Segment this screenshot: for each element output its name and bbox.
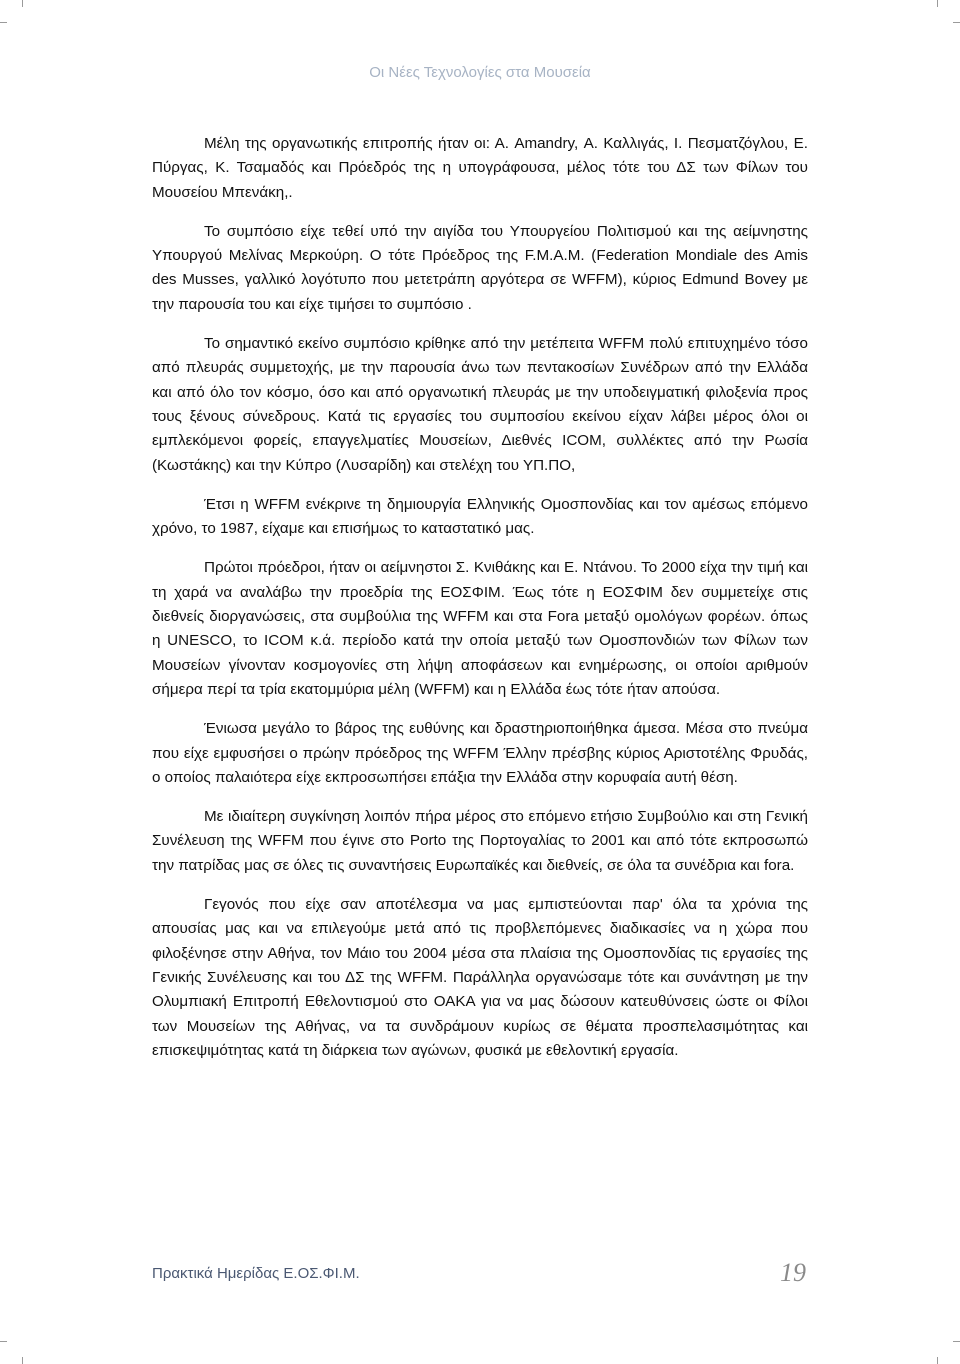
paragraph: Γεγονός που είχε σαν αποτέλεσμα να μας εμπιστεύονται παρ' όλα τα χρόνια της απουσίας μας και να επιλεγούμε μετά από τις προβλεπόμενες διαδικασίες να η χώρα που φιλοξένησε στην Αθήνα, τον Μάιο του 2004 μέσα στα πλαίσια της Ομοσπονδίας τις εργασίες της Γενικής Συνέλευσης και του ΔΣ της WFFM. Παράλληλα οργανώσαμε τότε και συνάντηση με την Ολυμπιακή Επιτροπή Εθελοντισμού στο ΟΑΚΑ για να μας δώσουν κατευθύνσεις ώστε οι Φίλοι των Μουσείων της Αθήνας, να τα συνδράμουν κυρίως σε θέματα προσπελασιμότητας και επισκεψιμότητας κατά τη διάρκεια των αγώνων, φυσικά με εθελοντική εργασία. (152, 896, 808, 1059)
crop-mark (0, 1341, 7, 1342)
paragraph: Με ιδιαίτερη συγκίνηση λοιπόν πήρα μέρος στο επόμενο ετήσιο Συμβούλιο και στη Γενική Συνέλευση της WFFM που έγινε στο Porto της Πορτογαλίας το 2001 και από τότε εκπροσωπώ την πατρίδας μας σε όλες τις συναντήσεις Ευρωπαϊκές και διεθνείς, σε όλα τα συνέδρια και fora. (152, 808, 808, 874)
page-number: 19 (780, 1258, 806, 1287)
paragraph: Το συμπόσιο είχε τεθεί υπό την αιγίδα του Υπουργείου Πολιτισμού και της αείμνηστης Υπουργού Μελίνας Μερκούρη. Ο τότε Πρόεδρος της F.M.A.M. (Federation Mondiale des Amis des Musses, γαλλικό λογότυπο που μετετράπη αργότερα σε WFFM), κύριος Edmund Bovey με την παρουσία του και είχε τιμήσει το συμπόσιο . (152, 222, 808, 313)
crop-mark (0, 22, 7, 23)
footer-title: Πρακτικά Ημερίδας Ε.ΟΣ.ΦΙ.Μ. (152, 1265, 360, 1282)
crop-mark (953, 22, 960, 23)
paragraph: Έτσι η WFFM ενέκρινε τη δημιουργία Ελληνικής Ομοσπονδίας και τον αμέσως επόμενο χρόνο, το 1987, είχαμε και επισήμως το καταστατικό μας. (152, 495, 808, 538)
paragraph: Πρώτοι πρόεδροι, ήταν οι αείμνηστοι Σ. Κνιθάκης και Ε. Ντάνου. Το 2000 είχα την τιμή και τη χαρά να αναλάβω την προεδρία της ΕΟΣΦΙΜ. Έως τότε η ΕΟΣΦΙΜ δεν συμμετείχε στις διεθνείς διοργανώσεις, στα συμβούλια της WFFM και στα Fora μεταξύ ομολόγων φορέων. όπως η UNESCO, το ICOM κ.ά. περίοδο κατά την οποία μεταξύ των Ομοσπονδιών των Φίλων των Μουσείων γίνονταν κοσμογονίες στη λήψη αποφάσεων και ενημέρωσης, οι οποίοι αριθμούν σήμερα περί τα τρία εκατομμύρια μέλη (WFFM) και η Ελλάδα έως τότε ήταν απούσα. (152, 559, 808, 698)
crop-mark (953, 1341, 960, 1342)
paragraph: Μέλη της οργανωτικής επιτροπής ήταν οι: Α. Amandry, Α. Καλλιγάς, Ι. Πεσματζόγλου, Ε. Πύργας, Κ. Τσαμαδός και Πρόεδρός της η υπογράφουσα, μέλος τότε του ΔΣ των Φίλων του Μουσείου Μπενάκη,. (152, 135, 808, 201)
crop-mark (937, 0, 938, 7)
paragraph: Το σημαντικό εκείνο συμπόσιο κρίθηκε από την μετέπειτα WFFM πολύ επιτυχημένο τόσο από πλευράς συμμετοχής, με την παρουσία άνω των πεντακοσίων Συνέδρων από την Ελλάδα και από όλο τον κόσμο, όσο και από οργανωτική πλευράς με την υποδειγματική φιλοξενία προς τους ξένους σύνεδρους. Κατά τις εργασίες του συμποσίου εκείνου είχαν λάβει μέρος όλοι οι εμπλεκόμενοι φορείς, επαγγελματίες Μουσείων, Διεθνές ICOM, συλλέκτες από την Ρωσία (Κωστάκης) και την Κύπρο (Λυσαρίδη) και στελέχη του ΥΠ.ΠΟ, (152, 335, 808, 474)
crop-mark (937, 1357, 938, 1364)
paragraph: Ένιωσα μεγάλο το βάρος της ευθύνης και δραστηριοποιήθηκα άμεσα. Μέσα στο πνεύμα που είχε εμφυσήσει ο πρώην πρόεδρος της WFFM Έλλην πρέσβης κύριος Αριστοτέλης Φρυδάς, ο οποίος παλαιότερα είχε εκπροσωπήσει επάξια την Ελλάδα στην κορυφαία αυτή θέση. (152, 720, 808, 786)
crop-mark (22, 0, 23, 7)
crop-mark (22, 1357, 23, 1364)
body-text (152, 132, 808, 1063)
running-header: Οι Νέες Τεχνολογίες στα Μουσεία (369, 64, 591, 81)
